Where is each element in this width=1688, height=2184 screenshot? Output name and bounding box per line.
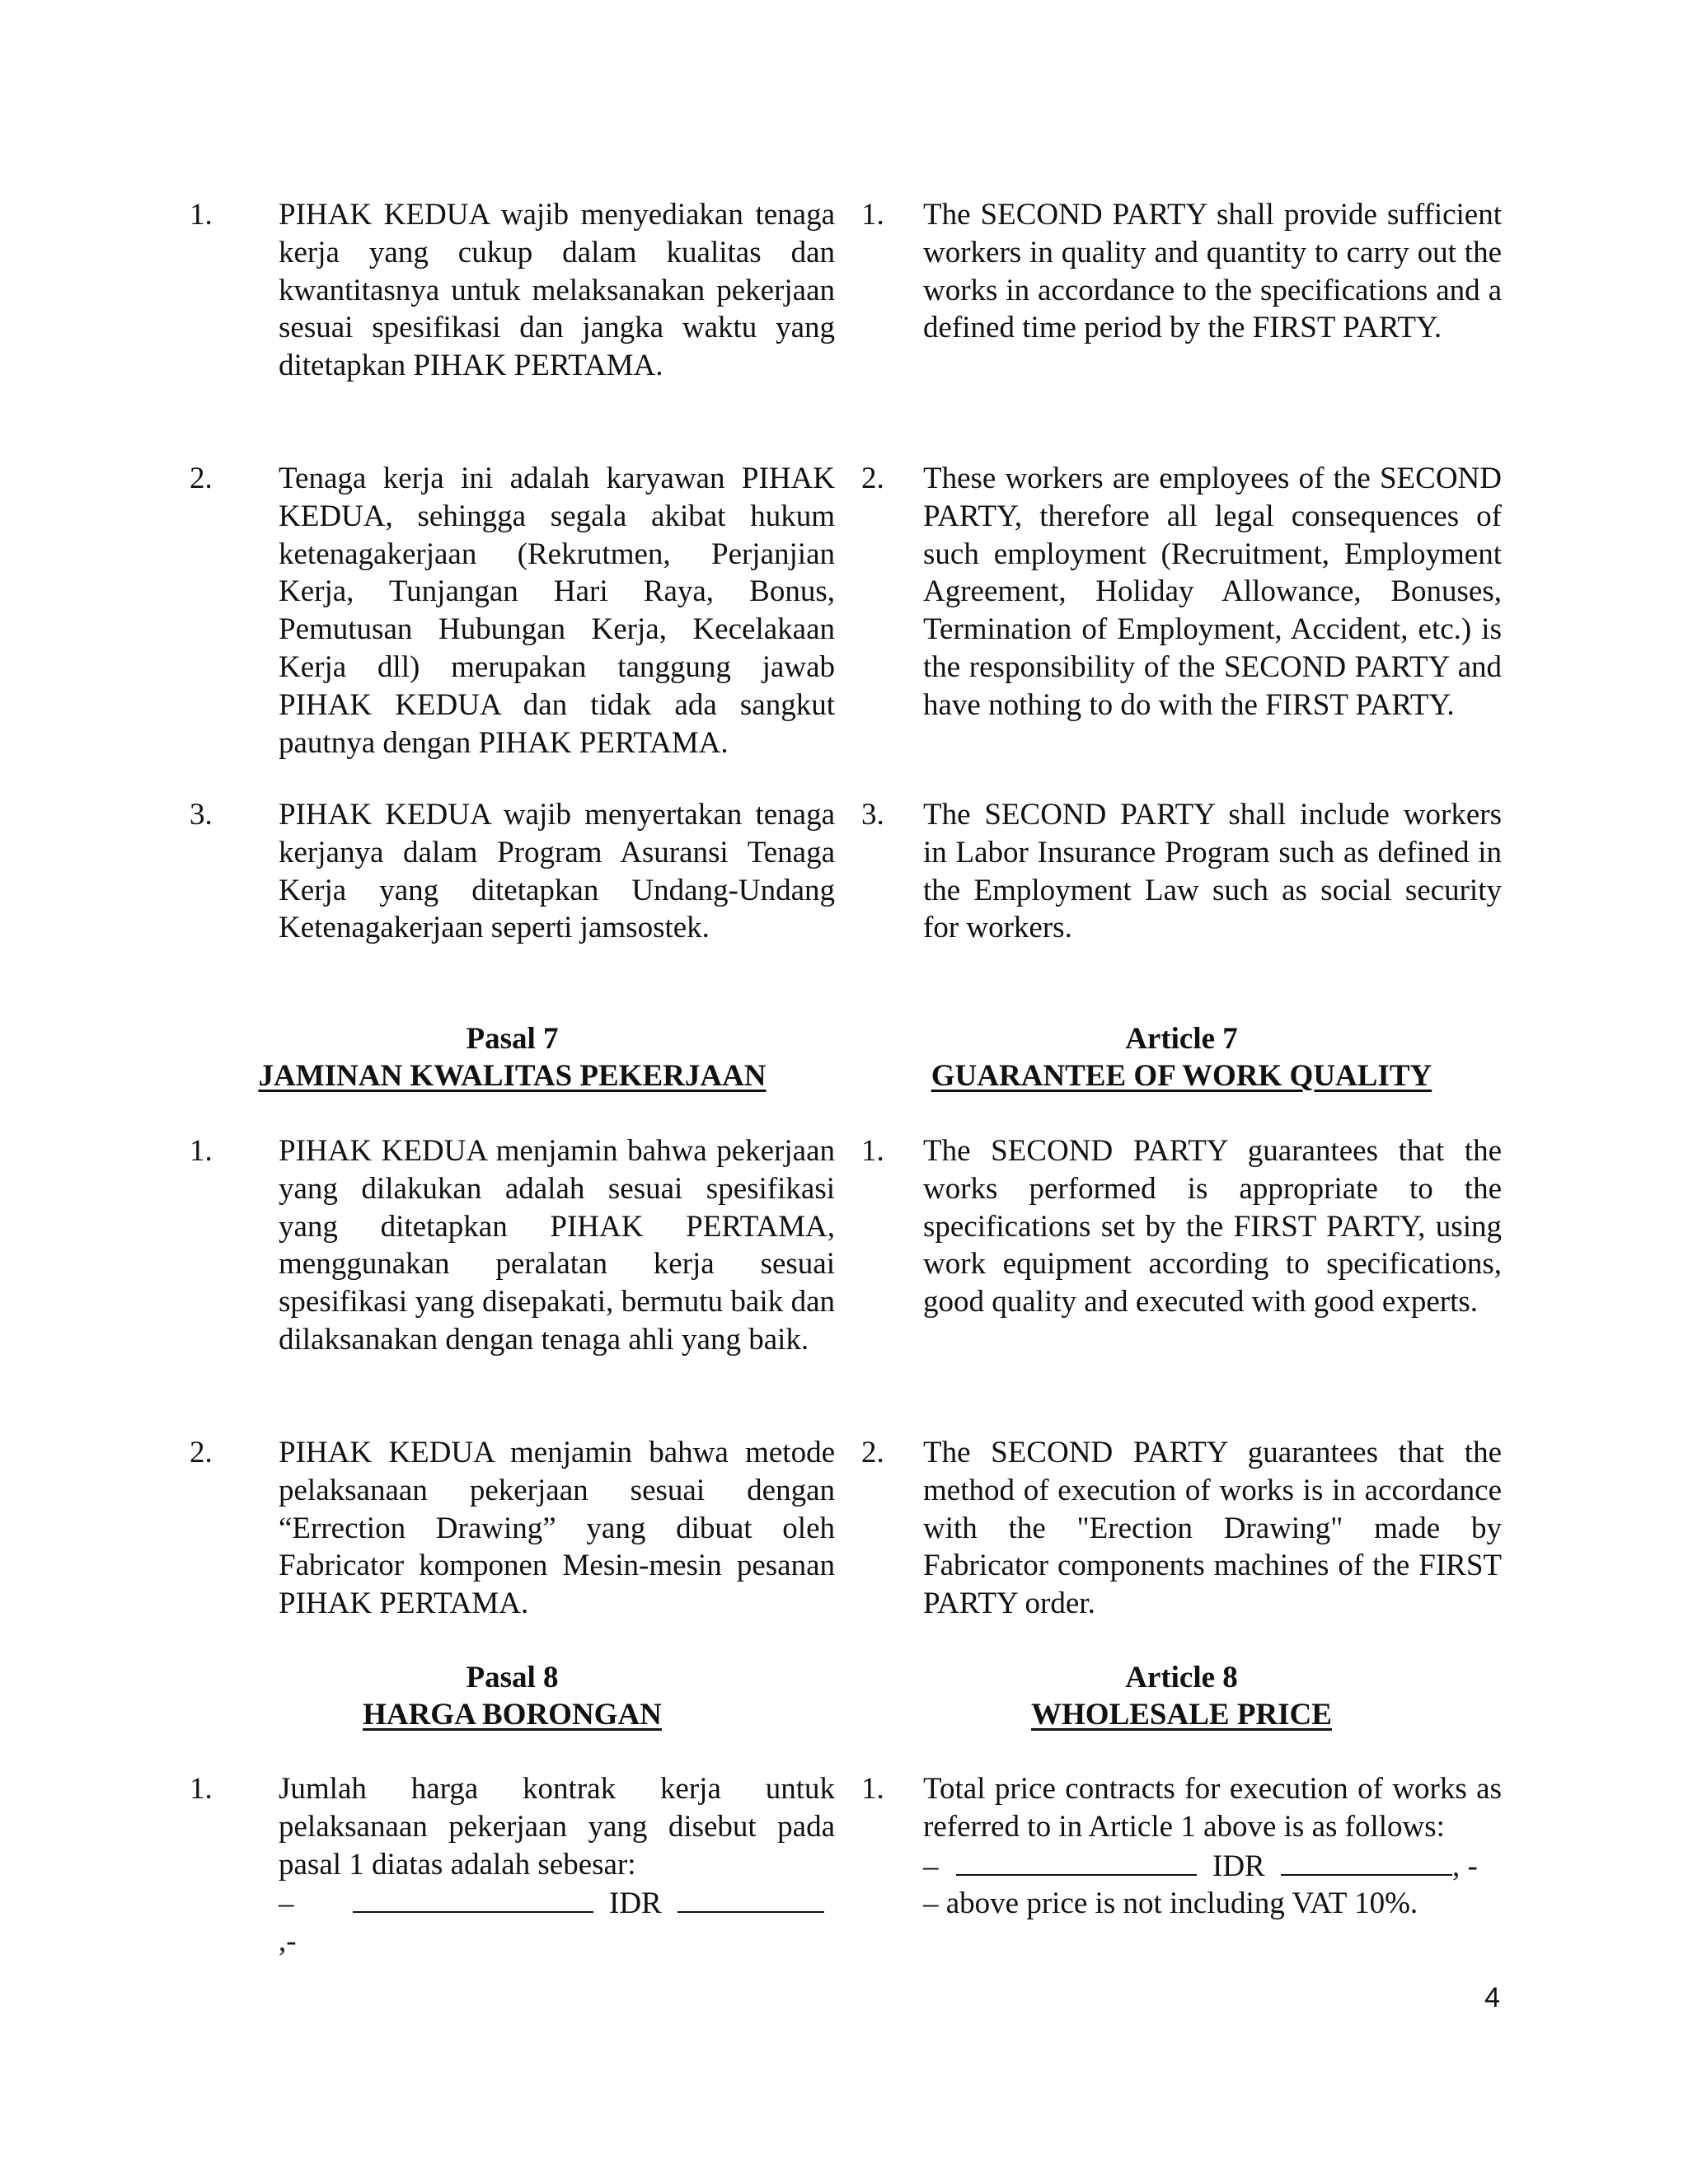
list-item — [190, 796, 835, 947]
item-text: The SECOND PARTY shall provide sufficient workers in quality and quantity to carry out the works in accordance to the specifications and a defined time period by the FIRST PARTY. — [923, 198, 1502, 345]
item-number: 2. — [190, 462, 213, 495]
article-heading — [190, 1659, 835, 1733]
page-number: 4 — [1484, 1982, 1500, 2013]
price-dash: – — [279, 1886, 294, 1921]
article-heading — [861, 1020, 1502, 1094]
item-text: The SECOND PARTY guarantees that the works performed is appropriate to the specifications set by the FIRST PARTY, using work equipment according to specifications, good quality and executed with good experts. — [923, 1134, 1502, 1319]
list-item — [861, 196, 1502, 347]
item-text: The SECOND PARTY shall include workers in Labor Insurance Program such as defined in the Employment Law such as social security for workers. — [923, 798, 1502, 945]
list-item — [190, 1132, 835, 1359]
list-item — [861, 460, 1502, 724]
price-suffix: , - — [1451, 1849, 1478, 1883]
list-item — [190, 1770, 835, 1961]
item-number: 2. — [190, 1436, 213, 1469]
item-number: 1. — [190, 1134, 213, 1168]
article-title: GUARANTEE OF WORK QUALITY — [931, 1059, 1432, 1093]
currency-label: IDR — [1212, 1849, 1265, 1883]
currency-label: IDR — [609, 1886, 662, 1921]
item-text: PIHAK KEDUA menjamin bahwa pekerjaan yang dilakukan adalah sesuai spesifikasi yang ditetapkan PIHAK PERTAMA, menggunakan peralatan kerja sesuai spesifikasi yang disepakati, bermutu baik dan dilaksanakan dengan tenaga ahli yang baik. — [279, 1134, 835, 1357]
article-label: Article 8 — [1125, 1661, 1238, 1694]
item-text: The SECOND PARTY guarantees that the method of execution of works is in accordance with the "Erection Drawing" made by Fabricator components machines of the FIRST PARTY order. — [923, 1436, 1502, 1621]
item-number: 3. — [190, 798, 213, 832]
price-suffix: ,- — [279, 1924, 297, 1959]
list-item — [190, 1434, 835, 1623]
price-line — [279, 1883, 835, 1961]
list-item — [861, 796, 1502, 947]
amount-blank — [353, 1883, 593, 1913]
price-dash: – — [923, 1849, 939, 1883]
item-number: 1. — [861, 1772, 884, 1806]
item-text: PIHAK KEDUA wajib menyertakan tenaga kerjanya dalam Program Asuransi Tenaga Kerja yang ditetapkan Undang-Undang Ketenagakerjaan seperti jamsostek. — [279, 798, 835, 945]
article-title: HARGA BORONGAN — [363, 1698, 662, 1732]
item-text: PIHAK KEDUA menjamin bahwa metode pelaksanaan pekerjaan sesuai dengan “Errection Drawing” yang dibuat oleh Fabricator komponen Mesin-mesin pesanan PIHAK PERTAMA. — [279, 1436, 835, 1621]
article-label: Article 7 — [1125, 1022, 1238, 1056]
item-text: Jumlah harga kontrak kerja untuk pelaksanaan pekerjaan yang disebut pada pasal 1 diatas adalah sebesar: — [279, 1772, 835, 1882]
price-line — [923, 1846, 1502, 1886]
list-item — [861, 1434, 1502, 1623]
amount-blank — [956, 1846, 1197, 1876]
item-number: 1. — [190, 198, 213, 232]
item-number: 1. — [861, 1134, 884, 1168]
item-number: 2. — [861, 1436, 884, 1469]
item-text: PIHAK KEDUA wajib menyediakan tenaga kerja yang cukup dalam kualitas dan kwantitasnya untuk melaksanakan pekerjaan sesuai spesifikasi dan jangka waktu yang ditetapkan PIHAK PERTAMA. — [279, 198, 835, 383]
item-number: 1. — [861, 198, 884, 232]
list-item — [861, 1132, 1502, 1321]
amount-blank — [1281, 1846, 1452, 1876]
list-item — [190, 460, 835, 762]
article-heading — [190, 1020, 835, 1094]
vat-note: – above price is not including VAT 10%. — [923, 1886, 1418, 1921]
item-number: 2. — [861, 462, 884, 495]
item-text: These workers are employees of the SECOND PARTY, therefore all legal consequences of such employment (Recruitment, Employment Agreement, Holiday Allowance, Bonuses, Termination of Employment, Accident, etc.) is the responsibility of the SECOND PARTY and have nothing to do with the FIRST PARTY. — [923, 462, 1502, 722]
list-item — [861, 1770, 1502, 1923]
item-number: 3. — [861, 798, 884, 832]
list-item — [190, 196, 835, 385]
article-title: WHOLESALE PRICE — [1031, 1698, 1332, 1732]
item-number: 1. — [190, 1772, 213, 1806]
amount-blank — [678, 1883, 824, 1913]
article-label: Pasal 7 — [466, 1022, 559, 1056]
article-heading — [861, 1659, 1502, 1733]
item-text: Total price contracts for execution of works as referred to in Article 1 above is as follows: — [923, 1772, 1502, 1844]
item-text: Tenaga kerja ini adalah karyawan PIHAK KEDUA, sehingga segala akibat hukum ketenagakerjaan (Rekrutmen, Perjanjian Kerja, Tunjangan Hari Raya, Bonus, Pemutusan Hubungan Kerja, Kecelakaan Kerja dll) merupakan tanggung jawab PIHAK KEDUA dan tidak ada sangkut pautnya dengan PIHAK PERTAMA. — [279, 462, 835, 760]
article-label: Pasal 8 — [466, 1661, 559, 1694]
article-title: JAMINAN KWALITAS PEKERJAAN — [258, 1059, 767, 1093]
